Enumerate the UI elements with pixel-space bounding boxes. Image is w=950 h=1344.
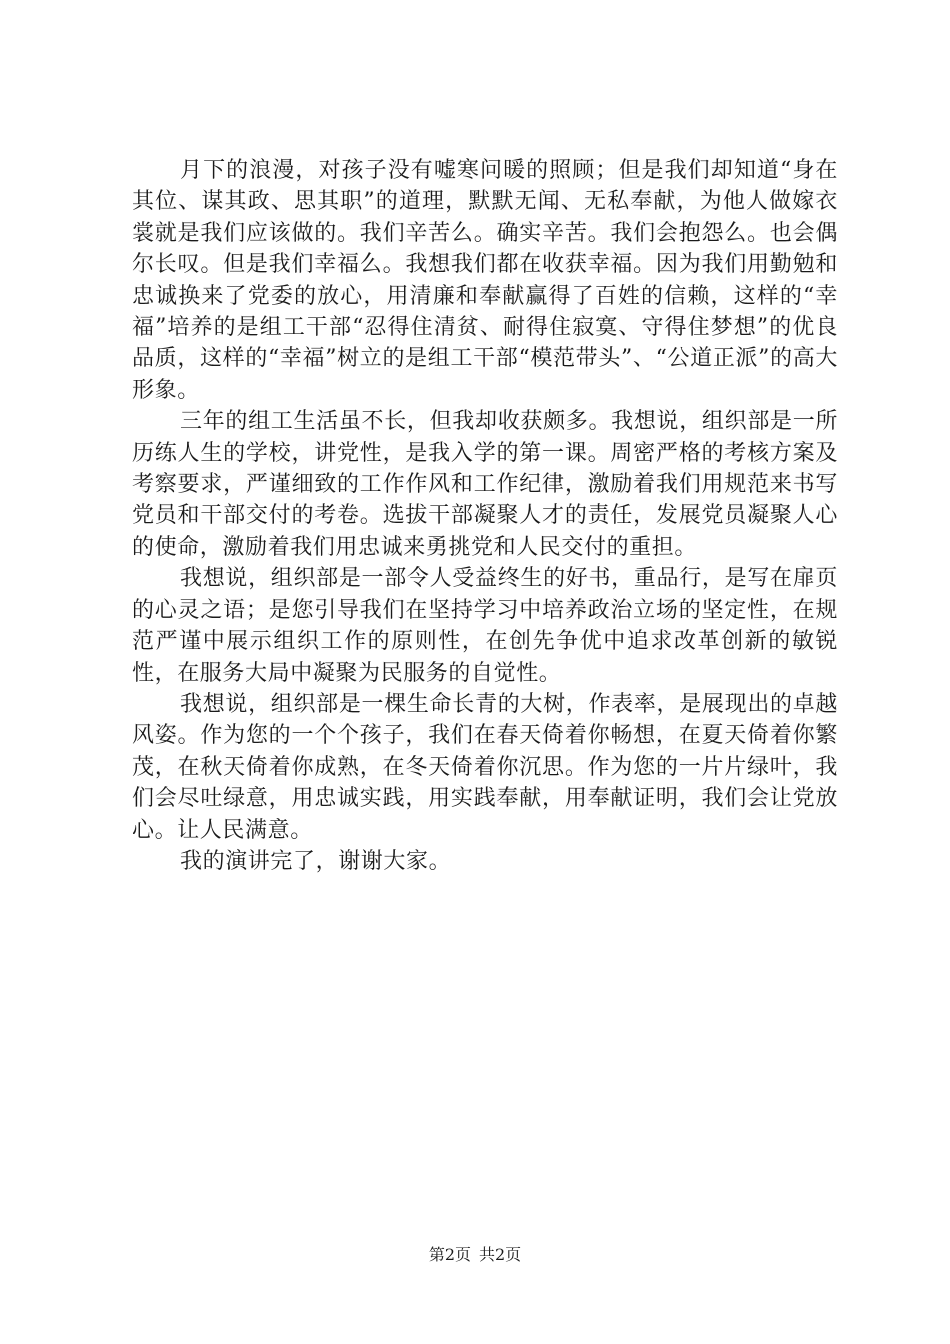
page-total: 共2页: [479, 1245, 522, 1264]
paragraph: 月下的浪漫，对孩子没有嘘寒问暖的照顾；但是我们却知道“身在其位、谋其政、思其职”的道理，默默无闻、无私奉献，为他人做嫁衣裳就是我们应该做的。我们辛苦么。确实辛苦。我们会抱怨么。也会偶尔长叹。但是我们幸福么。我想我们都在收获幸福。因为我们用勤勉和忠诚换来了党委的放心，用清廉和奉献赢得了百姓的信赖，这样的“幸福”培养的是组工干部“忍得住清贫、耐得住寂寞、守得住梦想”的优良品质，这样的“幸福”树立的是组工干部“模范带头”、“公道正派”的高大形象。: [132, 158, 838, 403]
paragraph: 我想说，组织部是一棵生命长青的大树，作表率，是展现出的卓越风姿。作为您的一个个孩子，我们在春天倚着你畅想，在夏天倚着你繁茂，在秋天倚着你成熟，在冬天倚着你沉思。作为您的一片片绿叶，我们会尽吐绿意，用忠诚实践，用实践奉献，用奉献证明，我们会让党放心。让人民满意。: [132, 691, 838, 843]
paragraph: 我想说，组织部是一部令人受益终生的好书，重品行，是写在扉页的心灵之语；是您引导我们在坚持学习中培养政治立场的坚定性，在规范严谨中展示组织工作的原则性，在创先争优中追求改革创新的敏锐性，在服务大局中凝聚为民服务的自觉性。: [132, 566, 838, 686]
page-number: 第2页: [428, 1245, 471, 1264]
paragraph: 三年的组工生活虽不长，但我却收获颇多。我想说，组织部是一所历练人生的学校，讲党性，是我入学的第一课。周密严格的考核方案及考察要求，严谨细致的工作作风和工作纪律，激励着我们用规范来书写党员和干部交付的考卷。选拔干部凝聚人才的责任，发展党员凝聚人心的使命，激励着我们用忠诚来勇挑党和人民交付的重担。: [132, 409, 838, 560]
page-footer: [0, 1245, 950, 1265]
document-body: [132, 155, 838, 877]
paragraph: 我的演讲完了，谢谢大家。: [180, 848, 452, 874]
